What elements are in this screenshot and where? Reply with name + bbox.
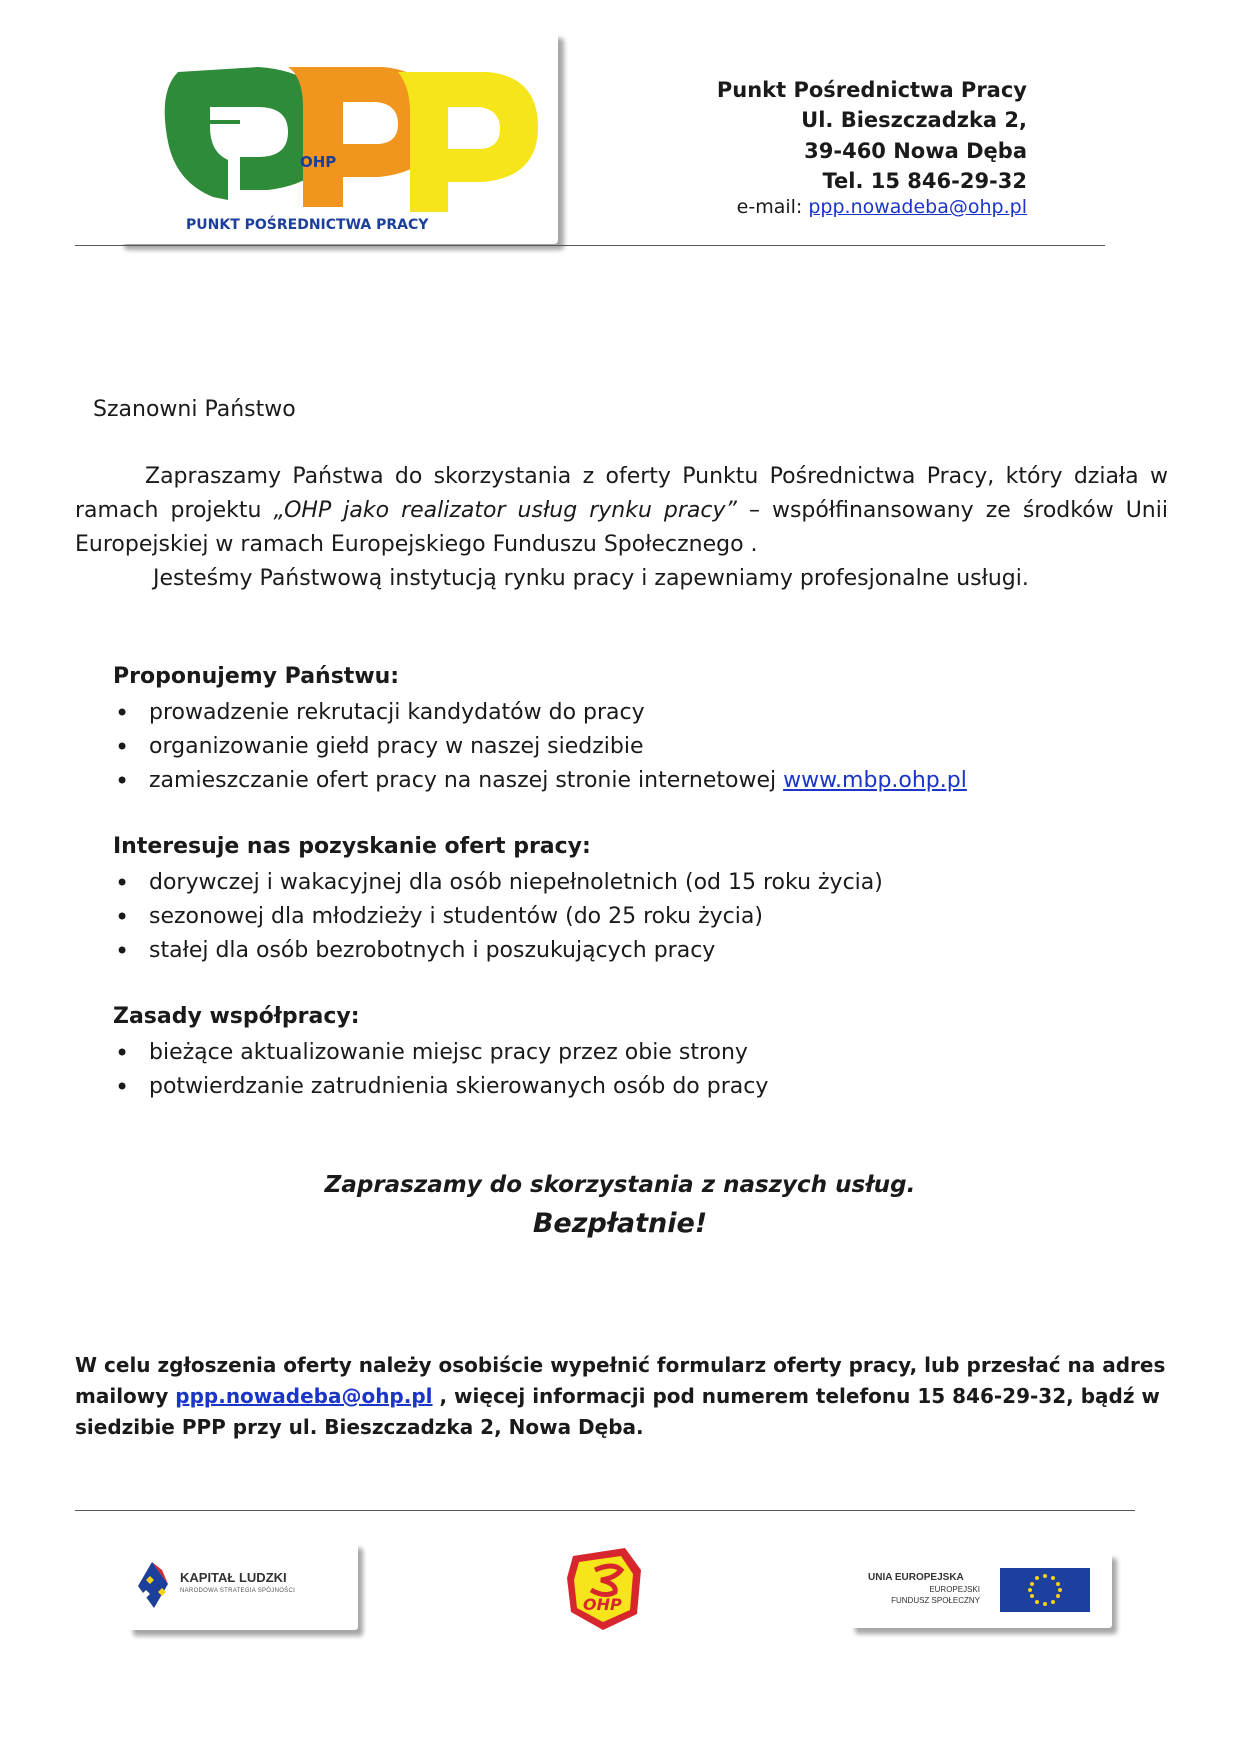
rules-list xyxy=(113,1036,768,1104)
list-item xyxy=(113,696,967,730)
section-title-rules: Zasady współpracy: xyxy=(113,1004,360,1029)
closing-invitation: Zapraszamy do skorzystania z naszych usług. xyxy=(324,1172,916,1198)
ppp-logo-graphic xyxy=(118,32,558,244)
ohp-emblem-text: OHP xyxy=(583,1595,622,1614)
eu-label-1: UNIA EUROPEJSKA xyxy=(868,1572,964,1583)
contact-street: Ul. Bieszczadzka 2, xyxy=(801,108,1027,132)
section-title-interest: Interesuje nas pozyskanie ofert pracy: xyxy=(113,834,591,859)
list-item xyxy=(113,764,967,798)
kapital-ludzki-subtitle: NARODOWA STRATEGIA SPÓJNOŚCI xyxy=(180,1588,296,1594)
bullet-icon: • xyxy=(115,1073,130,1101)
email-link[interactable]: ppp.nowadeba@ohp.pl xyxy=(808,196,1027,218)
kapital-ludzki-logo xyxy=(128,1542,358,1630)
footer-divider xyxy=(75,1510,1135,1511)
intro-text-a: Zapraszamy Państwa do skorzystania z oferty Punktu Pośrednictwa Pracy, który działa w ramach projektu xyxy=(75,464,1168,523)
eu-flag-icon xyxy=(1000,1568,1090,1612)
offer-list xyxy=(113,696,967,798)
list-item xyxy=(113,900,883,934)
email-label: e-mail: xyxy=(736,196,809,218)
list-item xyxy=(113,934,883,968)
kapital-ludzki-emblem xyxy=(132,1556,180,1616)
bullet-icon: • xyxy=(115,767,130,795)
contact-email-line xyxy=(737,196,1027,218)
eu-label-3: FUNDUSZ SPOŁECZNY xyxy=(891,1596,980,1605)
website-link[interactable]: www.mbp.ohp.pl xyxy=(783,768,967,793)
contact-name: Punkt Pośrednictwa Pracy xyxy=(716,78,1027,102)
header-divider xyxy=(75,245,1105,246)
list-item-text: sezonowej dla młodzieży i studentów (do 25 roku życia) xyxy=(149,904,763,929)
list-item xyxy=(113,1070,768,1104)
ohp-emblem-logo xyxy=(555,1540,655,1635)
list-item-text: potwierdzanie zatrudnienia skierowanych osób do pracy xyxy=(149,1074,769,1099)
logo-ohp-text: OHP xyxy=(300,153,337,171)
intro-paragraph xyxy=(75,460,1168,562)
intro-text-b: – współfinansowany ze środków Unii Europejskiej w ramach Europejskiego Funduszu Społecznego . xyxy=(75,498,1168,557)
bullet-icon: • xyxy=(115,937,130,965)
logo-caption: PUNKT POŚREDNICTWA PRACY xyxy=(186,217,429,233)
contact-phone: Tel. 15 846-29-32 xyxy=(822,169,1027,193)
bullet-icon: • xyxy=(115,733,130,761)
list-item xyxy=(113,866,883,900)
closing-free: Bezpłatnie! xyxy=(532,1208,708,1239)
bullet-icon: • xyxy=(115,903,130,931)
list-item-text: dorywczej i wakacyjnej dla osób niepełnoletnich (od 15 roku życia) xyxy=(149,870,883,895)
project-name: „OHP jako realizator usług rynku pracy” xyxy=(273,498,737,523)
list-item-text: prowadzenie rekrutacji kandydatów do pracy xyxy=(149,700,645,725)
kapital-ludzki-title: KAPITAŁ LUDZKI xyxy=(180,1570,287,1585)
bullet-icon: • xyxy=(115,1039,130,1067)
logo-letter-p-yellow xyxy=(398,72,538,212)
list-item xyxy=(113,730,967,764)
contact-city: 39-460 Nowa Dęba xyxy=(804,139,1027,163)
section-title-offer: Proponujemy Państwu: xyxy=(113,664,400,689)
list-item-text: stałej dla osób bezrobotnych i poszukujących pracy xyxy=(149,938,716,963)
interest-list xyxy=(113,866,883,968)
eu-label-2: EUROPEJSKI xyxy=(929,1585,980,1594)
footer-note xyxy=(75,1350,1170,1443)
list-item-text: zamieszczanie ofert pracy na naszej stronie internetowej xyxy=(149,768,784,793)
greeting: Szanowni Państwo xyxy=(93,397,296,422)
list-item-text: bieżące aktualizowanie miejsc pracy przez obie strony xyxy=(149,1040,748,1065)
bullet-icon: • xyxy=(115,699,130,727)
footer-note-text-b: , więcej informacji pod numerem telefonu 15 846-29-32, bądź w siedzibie PPP przy ul. Bieszczadzka 2, Nowa Dęba. xyxy=(75,1384,1160,1439)
eu-social-fund-logo xyxy=(850,1552,1112,1628)
footer-email-link[interactable]: ppp.nowadeba@ohp.pl xyxy=(175,1384,433,1408)
list-item xyxy=(113,1036,768,1070)
footer-note-text-a: W celu zgłoszenia oferty należy osobiście wypełnić formularz oferty pracy, lub przesłać na adres mailowy xyxy=(75,1353,1166,1408)
bullet-icon: • xyxy=(115,869,130,897)
list-item-text: organizowanie giełd pracy w naszej siedzibie xyxy=(149,734,644,759)
intro-paragraph-2: Jesteśmy Państwową instytucją rynku pracy i zapewniamy profesjonalne usługi. xyxy=(153,566,1029,591)
ohp-emblem xyxy=(555,1540,655,1635)
ppp-logo xyxy=(118,32,558,244)
